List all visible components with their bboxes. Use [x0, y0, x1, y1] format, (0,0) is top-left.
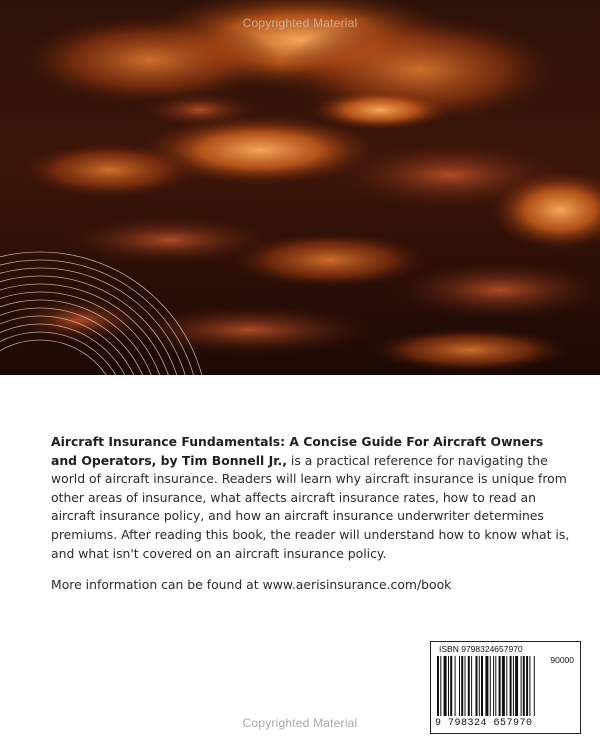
barcode-bars	[437, 656, 575, 718]
watermark-bottom: Copyrighted Material	[242, 716, 358, 730]
book-description-body: is a practical reference for navigating the world of aircraft insurance. Readers will learn why aircraft insurance is unique from other areas of insurance, what affects aircraft insurance rates, how to read an aircraft insurance policy, and how an aircraft insurance underwriter determines premiums. After reading this book, the reader will understand how to know what is, and what isn't covered on an aircraft insurance policy.	[51, 452, 570, 561]
price-code: 90000	[550, 655, 574, 665]
isbn-digits: 9 798324 657970	[435, 718, 533, 729]
book-title-author: Aircraft Insurance Fundamentals: A Concise Guide For Aircraft Owners and Operators, by Tim Bonnell Jr.,	[51, 434, 544, 468]
isbn-label: ISBN 9798324657970	[439, 644, 523, 654]
book-description	[51, 433, 571, 563]
more-info-text: More information can be found at www.aerisinsurance.com/book	[51, 577, 452, 592]
watermark-top: Copyrighted Material	[242, 16, 358, 30]
